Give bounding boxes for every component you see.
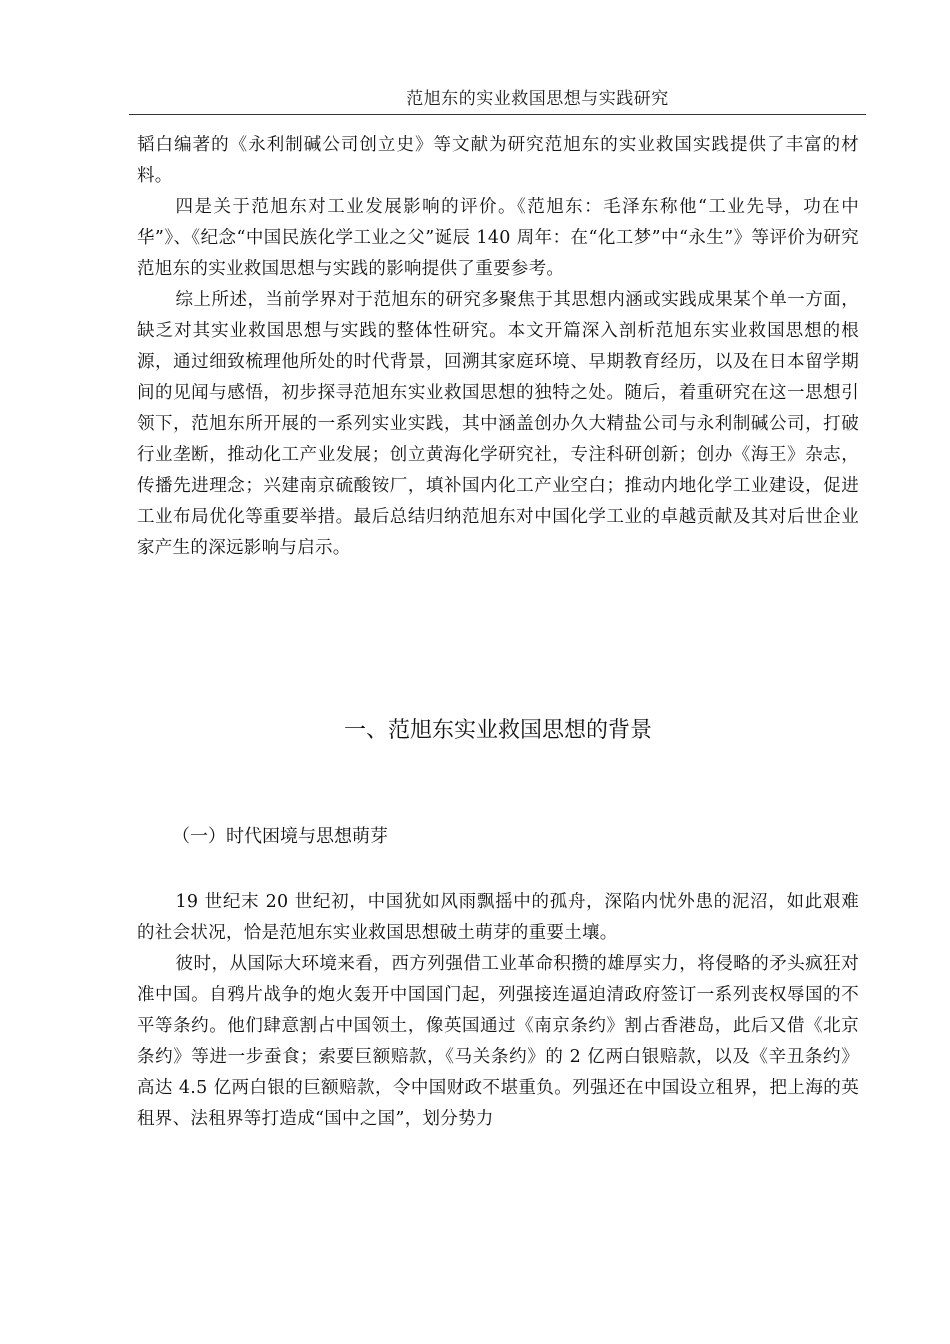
paragraph: 19 世纪末 20 世纪初，中国犹如风雨飘摇中的孤舟，深陷内忧外患的泥沼，如此艰难的社会状况，恰是范旭东实业救国思想破土萌芽的重要土壤。 <box>137 892 859 943</box>
paragraph: 四是关于范旭东对工业发展影响的评价。《范旭东：毛泽东称他“工业先导，功在中华”》、《纪念“中国民族化学工业之父”诞辰 140 周年：在“化工梦”中“永生”》等评价为研究范旭东的实业救国思想与实践的影响提供了重要参考。 <box>137 197 859 279</box>
paragraph: 综上所述，当前学界对于范旭东的研究多聚焦于其思想内涵或实践成果某个单一方面，缺乏对其实业救国思想与实践的整体性研究。本文开篇深入剖析范旭东实业救国思想的根源，通过细致梳理他所处的时代背景，回溯其家庭环境、早期教育经历，以及在日本留学期间的见闻与感悟，初步探寻范旭东实业救国思想的独特之处。随后，着重研究在这一思想引领下，范旭东所开展的一系列实业实践，其中涵盖创办久大精盐公司与永利制碱公司，打破行业垄断，推动化工产业发展；创立黄海化学研究社，专注科研创新；创办《海王》杂志，传播先进理念；兴建南京硫酸铵厂，填补国内化工产业空白；推动内地化学工业建设，促进工业布局优化等重要举措。最后总结归纳范旭东对中国化学工业的卓越贡献及其对后世企业家产生的深远影响与启示。 <box>137 290 859 558</box>
intro-text-block <box>137 130 859 564</box>
running-header <box>129 88 866 115</box>
section-heading: 一、范旭东实业救国思想的背景 <box>343 718 652 743</box>
section-text-block <box>137 887 859 1135</box>
running-header-title: 范旭东的实业救国思想与实践研究 <box>406 89 669 109</box>
paragraph: 韬白编著的《永利制碱公司创立史》等文献为研究范旭东的实业救国实践提供了丰富的材料。 <box>137 135 859 186</box>
subsection-heading: （一）时代困境与思想萌芽 <box>172 826 388 847</box>
paragraph: 彼时，从国际大环境来看，西方列强借工业革命积攒的雄厚实力，将侵略的矛头疯狂对准中国。自鸦片战争的炮火轰开中国国门起，列强接连逼迫清政府签订一系列丧权辱国的不平等条约。他们肆意割占中国领土，像英国通过《南京条约》割占香港岛，此后又借《北京条约》等进一步蚕食；索要巨额赔款，《马关条约》的 2 亿两白银赔款，以及《辛丑条约》高达 4.5 亿两白银的巨额赔款，令中国财政不堪重负。列强还在中国设立租界，把上海的英租界、法租界等打造成“国中之国”，划分势力 <box>137 954 859 1129</box>
